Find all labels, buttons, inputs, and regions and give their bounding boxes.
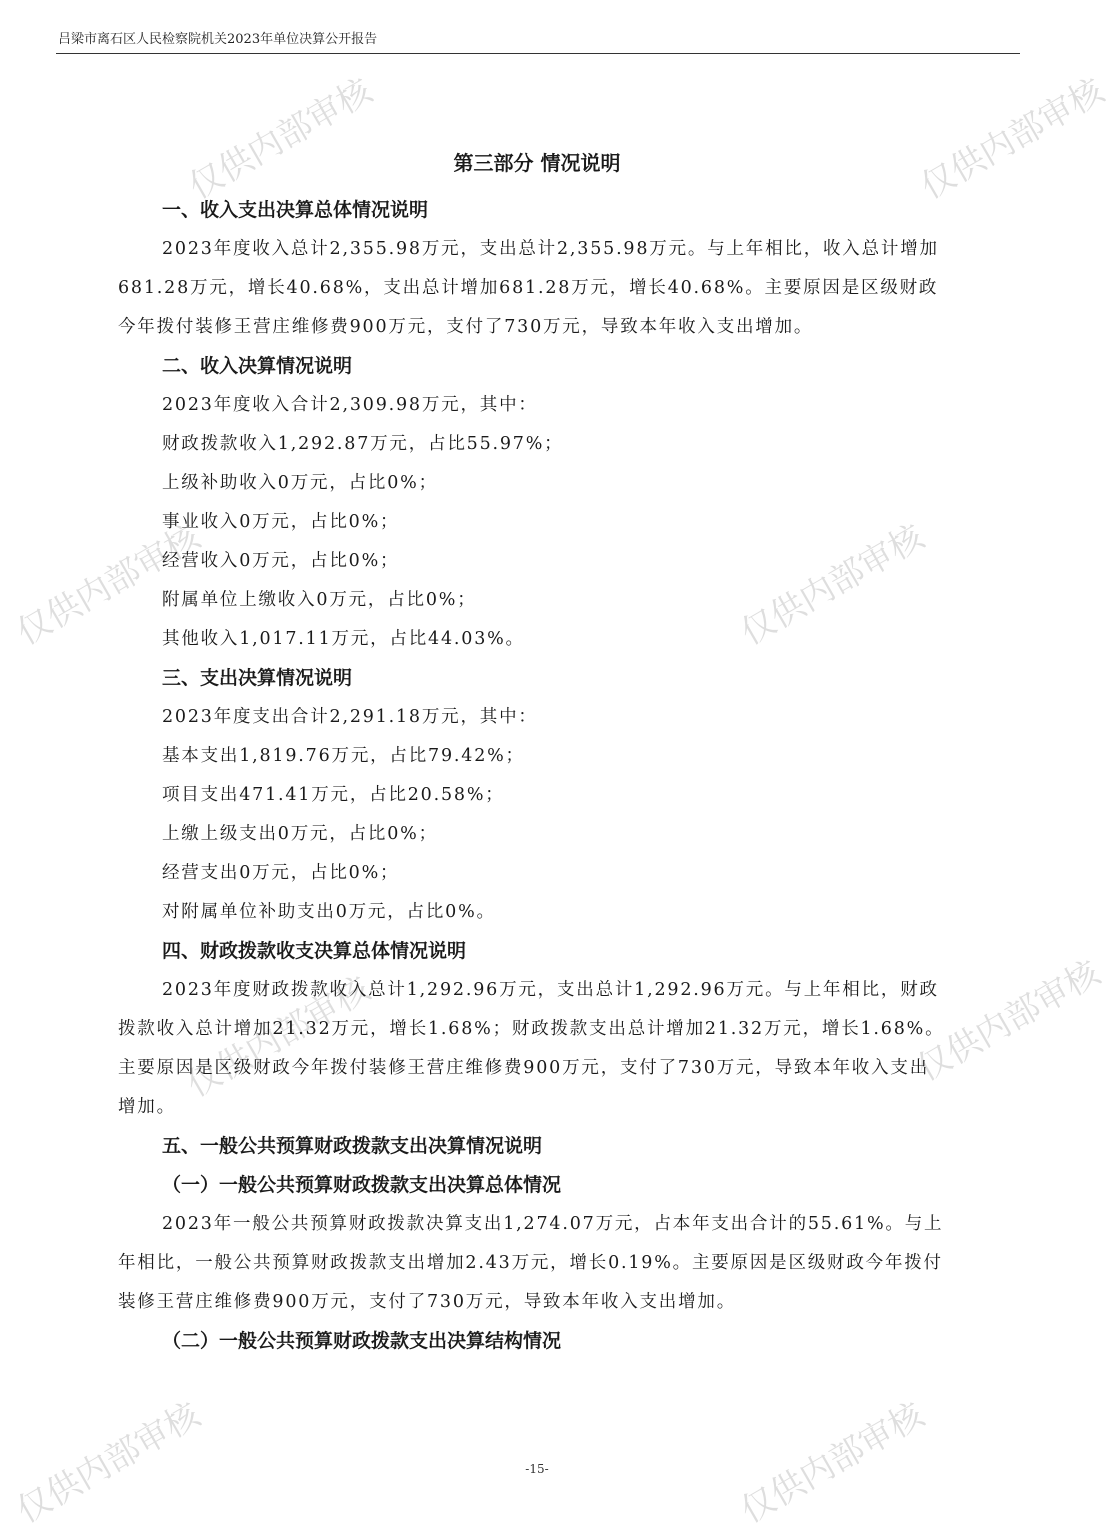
income-item: 事业收入0万元，占比0%； bbox=[162, 512, 400, 532]
expense-item: 经营支出0万元，占比0%； bbox=[162, 863, 400, 883]
section-heading-1: 一、收入支出决算总体情况说明 bbox=[162, 199, 429, 221]
section-4-paragraph: 2023年度财政拨款收入总计1,292.96万元，支出总计1,292.96万元。与上年相比，财政拨款收入总计增加21.32万元，增长1.68%；财政拨款支出总计增加21.32万元，增长1.68%。主要原因是区级财政今年拨付装修王营庄维修费900万元，支付了730万元，导致本年收入支出增加。 bbox=[118, 980, 945, 1117]
watermark: 仅供内部审核 bbox=[10, 516, 207, 654]
section-heading-5: 五、一般公共预算财政拨款支出决算情况说明 bbox=[162, 1135, 543, 1157]
income-item: 其他收入1,017.11万元，占比44.03%。 bbox=[162, 629, 525, 649]
income-item: 经营收入0万元，占比0%； bbox=[162, 551, 400, 571]
watermark: 仅供内部审核 bbox=[10, 1394, 207, 1532]
watermark: 仅供内部审核 bbox=[914, 70, 1111, 208]
header-divider bbox=[56, 53, 1020, 54]
watermark: 仅供内部审核 bbox=[734, 516, 931, 654]
expense-item: 基本支出1,819.76万元，占比79.42%； bbox=[162, 746, 525, 766]
income-item: 财政拨款收入1,292.87万元，占比55.97%； bbox=[162, 434, 564, 454]
expense-item: 对附属单位补助支出0万元，占比0%。 bbox=[162, 902, 496, 922]
expense-item: 项目支出471.41万元，占比20.58%； bbox=[162, 785, 505, 805]
page-title: 第三部分 情况说明 bbox=[453, 151, 621, 175]
watermark: 仅供内部审核 bbox=[182, 70, 379, 208]
section-2-intro: 2023年度收入合计2,309.98万元，其中： bbox=[162, 395, 538, 415]
section-heading-4: 四、财政拨款收支决算总体情况说明 bbox=[162, 940, 467, 962]
document-header: 吕梁市离石区人民检察院机关2023年单位决算公开报告 bbox=[58, 32, 378, 47]
income-item: 附属单位上缴收入0万元，占比0%； bbox=[162, 590, 477, 610]
section-1-paragraph: 2023年度收入总计2,355.98万元，支出总计2,355.98万元。与上年相比，收入总计增加681.28万元，增长40.68%，支出总计增加681.28万元，增长40.68%。主要原因是区级财政今年拨付装修王营庄维修费900万元，支付了730万元，导致本年收入支出增加。 bbox=[118, 239, 939, 337]
expense-item: 上缴上级支出0万元，占比0%； bbox=[162, 824, 438, 844]
document-body bbox=[118, 191, 948, 1361]
subsection-heading-5-1: （一）一般公共预算财政拨款支出决算总体情况 bbox=[162, 1174, 562, 1196]
section-heading-2: 二、收入决算情况说明 bbox=[162, 355, 353, 377]
page-number: -15- bbox=[525, 1462, 549, 1476]
watermark: 仅供内部审核 bbox=[734, 1394, 931, 1532]
watermark: 仅供内部审核 bbox=[180, 968, 377, 1106]
subsection-heading-5-2: （二）一般公共预算财政拨款支出决算结构情况 bbox=[162, 1330, 562, 1352]
section-3-intro: 2023年度支出合计2,291.18万元，其中： bbox=[162, 707, 538, 727]
subsection-5-1-paragraph: 2023年一般公共预算财政拨款决算支出1,274.07万元，占本年支出合计的55.61%。与上年相比，一般公共预算财政拨款支出增加2.43万元，增长0.19%。主要原因是区级财政今年拨付装修王营庄维修费900万元，支付了730万元，导致本年收入支出增加。 bbox=[118, 1214, 944, 1312]
section-heading-3: 三、支出决算情况说明 bbox=[162, 667, 353, 689]
income-item: 上级补助收入0万元，占比0%； bbox=[162, 473, 438, 493]
watermark: 仅供内部审核 bbox=[910, 952, 1107, 1090]
